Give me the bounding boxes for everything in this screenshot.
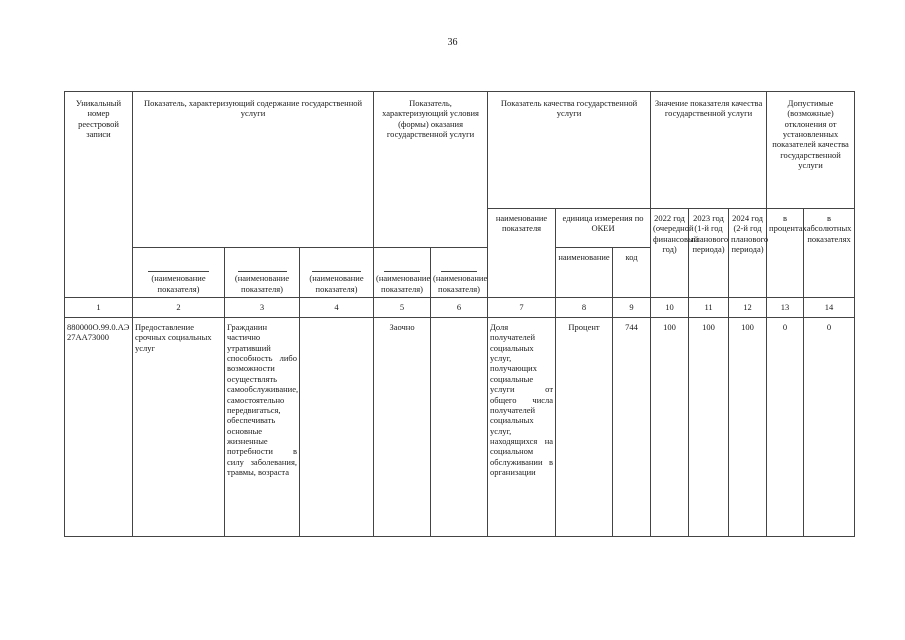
- indicator-name-label: (наименование показателя): [151, 273, 206, 294]
- column-number: 6: [431, 298, 488, 318]
- indicator-name-cell-4: [300, 248, 374, 298]
- column-number: 5: [374, 298, 431, 318]
- deviation-percent-cell: 0: [767, 318, 804, 537]
- indicator-name-label: (наименование показателя): [433, 273, 488, 294]
- indicator-name-label: (наименование показателя): [309, 273, 364, 294]
- header-year-2023: 2023 год (1-й год планового периода): [689, 209, 729, 298]
- deviation-absolute-cell: 0: [804, 318, 855, 537]
- value-2023-cell: 100: [689, 318, 729, 537]
- column-number: 9: [613, 298, 651, 318]
- column-number: 13: [767, 298, 804, 318]
- header-deviations: Допустимые (возможные) отклонения от установленных показателей качества государственной услуги: [767, 92, 855, 209]
- header-content-indicator: Показатель, характеризующий содержание государственной услуги: [133, 92, 374, 248]
- indicator-name-label: (наименование показателя): [234, 273, 290, 294]
- header-okei-unit: единица измерения по ОКЕИ: [556, 209, 651, 248]
- column-number: 2: [133, 298, 225, 318]
- page-number: 36: [447, 37, 458, 48]
- recipient-category-cell: Гражданин частично утративший способность либо возможности осуществлять самообслуживание, самостоятельно передвигаться, обеспечивать основные жизненные потребности в силу заболевания, травмы, возраста: [225, 318, 300, 537]
- header-registry-number: Уникальный номер реестровой записи: [65, 92, 133, 298]
- indicator-name-cell-6: [431, 248, 488, 298]
- value-2024-cell: 100: [729, 318, 767, 537]
- column-number: 14: [804, 298, 855, 318]
- header-okei-name: наименование: [556, 248, 613, 298]
- indicator-name-cell-3: [225, 248, 300, 298]
- header-year-2022: 2022 год (очередной финансовый год): [651, 209, 689, 298]
- service-name-cell: Предоставление срочных социальных услуг: [133, 318, 225, 537]
- header-in-absolute: в абсолютных показателях: [804, 209, 855, 298]
- unit-name-cell: Процент: [556, 318, 613, 537]
- indicator-name-label: (наименование показателя): [376, 273, 431, 294]
- indicator-name-cell-5: [374, 248, 431, 298]
- indicator-name-cell-2: [133, 248, 225, 298]
- column-number: 12: [729, 298, 767, 318]
- header-quality-indicator: Показатель качества государственной услуги: [488, 92, 651, 209]
- header-year-2024: 2024 год (2-й год планового периода): [729, 209, 767, 298]
- column-numbers-row: [65, 298, 855, 318]
- underline-rule: [441, 271, 477, 272]
- column-number: 8: [556, 298, 613, 318]
- service-form-cell: Заочно: [374, 318, 431, 537]
- underline-rule: [148, 271, 209, 272]
- underline-rule: [384, 271, 420, 272]
- empty-cell-6: [431, 318, 488, 537]
- header-condition-indicator: Показатель, характеризующий условия (формы) оказания государственной услуги: [374, 92, 488, 248]
- value-2022-cell: 100: [651, 318, 689, 537]
- column-number: 3: [225, 298, 300, 318]
- header-okei-code: код: [613, 248, 651, 298]
- column-number: 1: [65, 298, 133, 318]
- column-number: 11: [689, 298, 729, 318]
- empty-cell-4: [300, 318, 374, 537]
- underline-rule: [312, 271, 360, 272]
- quality-indicator-cell: Доля получателей социальных услуг, получающих социальные услуги от общего числа получателей социальных услуг, находящихся на социальном обслуживании в организации: [488, 318, 556, 537]
- header-indicator-name: наименование показателя: [488, 209, 556, 298]
- column-number: 4: [300, 298, 374, 318]
- header-in-percent: в процентах: [767, 209, 804, 298]
- column-number: 10: [651, 298, 689, 318]
- column-number: 7: [488, 298, 556, 318]
- quality-indicators-table: [64, 91, 855, 537]
- unit-code-cell: 744: [613, 318, 651, 537]
- underline-rule: [238, 271, 287, 272]
- table-row: [65, 318, 855, 537]
- header-quality-value: Значение показателя качества государственной услуги: [651, 92, 767, 209]
- registry-number-cell: 880000О.99.0.АЭ27АА73000: [65, 318, 133, 537]
